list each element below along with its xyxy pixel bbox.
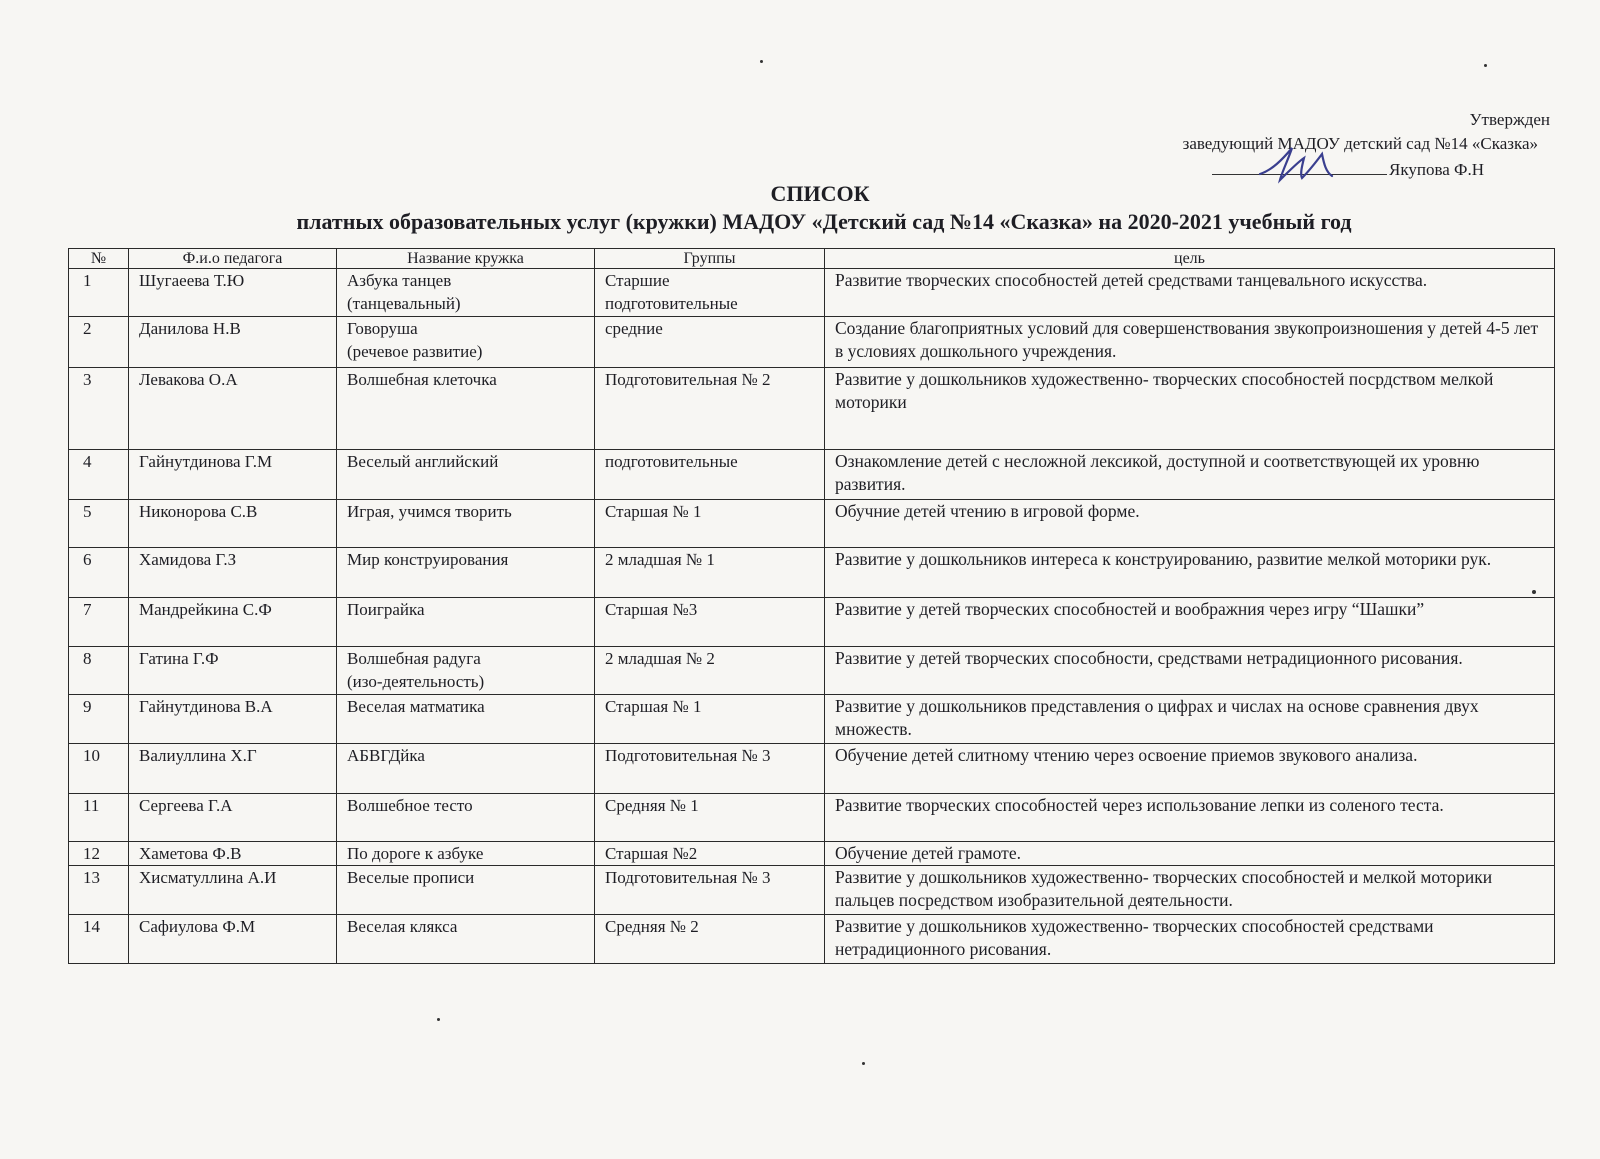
- cell-goal: Развитие у дошкольников художественно- творческих способностей средствами нетрадиционного рисования.: [825, 915, 1555, 964]
- scan-speck: [437, 1018, 440, 1021]
- cell-groups: 2 младшая № 2: [595, 647, 825, 695]
- cell-goal: Развитие у детей творческих способностей и воображния через игру “Шашки”: [825, 598, 1555, 647]
- cell-num: 5: [69, 500, 129, 548]
- approval-title: Утвержден: [1469, 110, 1550, 129]
- cell-groups: Старшая №3: [595, 598, 825, 647]
- header-goal: цель: [825, 249, 1555, 269]
- cell-teacher: Данилова Н.В: [129, 317, 337, 368]
- approval-block: [1080, 108, 1550, 182]
- cell-num: 4: [69, 450, 129, 500]
- cell-groups: Старшая № 1: [595, 500, 825, 548]
- header-groups: Группы: [595, 249, 825, 269]
- table-header-row: [69, 249, 1555, 269]
- cell-teacher: Хисматуллина А.И: [129, 866, 337, 915]
- title-line-1: СПИСОК: [770, 181, 870, 206]
- table-row: [69, 598, 1555, 647]
- table-body: [69, 269, 1555, 964]
- table-row: [69, 500, 1555, 548]
- table-row: [69, 368, 1555, 450]
- cell-teacher: Хаметова Ф.В: [129, 842, 337, 866]
- cell-goal: Обучение детей грамоте.: [825, 842, 1555, 866]
- cell-club: АБВГДйка: [337, 744, 595, 794]
- signature-field: [1212, 156, 1387, 175]
- approval-position: заведующий МАДОУ детский сад №14 «Сказка»: [1182, 134, 1538, 153]
- cell-groups: Старшая № 1: [595, 695, 825, 744]
- header-club: Название кружка: [337, 249, 595, 269]
- scan-speck: [1532, 590, 1536, 594]
- cell-groups: Старшие подготовительные: [595, 269, 825, 317]
- cell-club: Говоруша (речевое развитие): [337, 317, 595, 368]
- cell-teacher: Никонорова С.В: [129, 500, 337, 548]
- cell-teacher: Левакова О.А: [129, 368, 337, 450]
- cell-num: 7: [69, 598, 129, 647]
- cell-club: Волшебная клеточка: [337, 368, 595, 450]
- cell-club: Веселая матматика: [337, 695, 595, 744]
- cell-num: 10: [69, 744, 129, 794]
- table-row: [69, 647, 1555, 695]
- cell-num: 13: [69, 866, 129, 915]
- document-title: [0, 180, 1600, 236]
- cell-teacher: Валиуллина Х.Г: [129, 744, 337, 794]
- cell-groups: Подготовительная № 3: [595, 744, 825, 794]
- signer-name: Якупова Ф.Н: [1388, 160, 1484, 179]
- cell-groups: Подготовительная № 2: [595, 368, 825, 450]
- table-row: [69, 269, 1555, 317]
- cell-groups: 2 младшая № 1: [595, 548, 825, 598]
- scan-speck: [862, 1062, 865, 1065]
- approval-signature-line: [1080, 156, 1484, 182]
- cell-club: Поиграйка: [337, 598, 595, 647]
- cell-num: 2: [69, 317, 129, 368]
- cell-teacher: Гайнутдинова В.А: [129, 695, 337, 744]
- cell-num: 11: [69, 794, 129, 842]
- cell-num: 12: [69, 842, 129, 866]
- table-row: [69, 744, 1555, 794]
- cell-num: 6: [69, 548, 129, 598]
- table-row: [69, 548, 1555, 598]
- table-row: [69, 695, 1555, 744]
- table-row: [69, 317, 1555, 368]
- header-number: №: [69, 249, 129, 269]
- table-row: [69, 794, 1555, 842]
- cell-goal: Развитие у дошкольников художественно- творческих способностей посрдством мелкой моторики: [825, 368, 1555, 450]
- scan-speck: [760, 60, 763, 63]
- cell-goal: Развитие у дошкольников представления о цифрах и числах на основе сравнения двух множеств.: [825, 695, 1555, 744]
- cell-teacher: Сергеева Г.А: [129, 794, 337, 842]
- header-teacher: Ф.и.о педагога: [129, 249, 337, 269]
- title-line-2: платных образовательных услуг (кружки) МАДОУ «Детский сад №14 «Сказка» на 2020-2021 учебный год: [296, 209, 1352, 234]
- table-row: [69, 842, 1555, 866]
- cell-teacher: Шугаеева Т.Ю: [129, 269, 337, 317]
- cell-groups: средние: [595, 317, 825, 368]
- cell-club: Волшебная радуга (изо-деятельность): [337, 647, 595, 695]
- cell-num: 8: [69, 647, 129, 695]
- cell-club: Азбука танцев (танцевальный): [337, 269, 595, 317]
- cell-goal: Обучние детей чтению в игровой форме.: [825, 500, 1555, 548]
- cell-teacher: Мандрейкина С.Ф: [129, 598, 337, 647]
- cell-goal: Развитие у дошкольников интереса к конструированию, развитие мелкой моторики рук.: [825, 548, 1555, 598]
- cell-num: 1: [69, 269, 129, 317]
- cell-goal: Обучение детей слитному чтению через освоение приемов звукового анализа.: [825, 744, 1555, 794]
- cell-club: Веселая клякса: [337, 915, 595, 964]
- cell-teacher: Сафиулова Ф.М: [129, 915, 337, 964]
- cell-club: Мир конструирования: [337, 548, 595, 598]
- cell-groups: Подготовительная № 3: [595, 866, 825, 915]
- cell-groups: подготовительные: [595, 450, 825, 500]
- table-row: [69, 450, 1555, 500]
- cell-goal: Создание благоприятных условий для совершенствования звукопроизношения у детей 4-5 лет в условиях дошкольного учреждения.: [825, 317, 1555, 368]
- cell-groups: Средняя № 2: [595, 915, 825, 964]
- cell-num: 14: [69, 915, 129, 964]
- cell-teacher: Гатина Г.Ф: [129, 647, 337, 695]
- cell-groups: Средняя № 1: [595, 794, 825, 842]
- cell-goal: Развитие творческих способностей через использование лепки из соленого теста.: [825, 794, 1555, 842]
- cell-club: Веселые прописи: [337, 866, 595, 915]
- cell-club: Волшебное тесто: [337, 794, 595, 842]
- table-row: [69, 866, 1555, 915]
- cell-goal: Ознакомление детей с несложной лексикой, доступной и соответствующей их уровню развития.: [825, 450, 1555, 500]
- cell-goal: Развитие творческих способностей детей средствами танцевального искусства.: [825, 269, 1555, 317]
- table-row: [69, 915, 1555, 964]
- cell-club: По дороге к азбуке: [337, 842, 595, 866]
- cell-club: Играя, учимся творить: [337, 500, 595, 548]
- cell-teacher: Гайнутдинова Г.М: [129, 450, 337, 500]
- cell-club: Веселый английский: [337, 450, 595, 500]
- scan-speck: [1484, 64, 1487, 67]
- cell-goal: Развитие у детей творческих способности, средствами нетрадиционного рисования.: [825, 647, 1555, 695]
- cell-goal: Развитие у дошкольников художественно- творческих способностей и мелкой моторики пальцев посредством изобразительной деятельности.: [825, 866, 1555, 915]
- cell-num: 9: [69, 695, 129, 744]
- cell-teacher: Хамидова Г.З: [129, 548, 337, 598]
- services-table: [68, 248, 1555, 964]
- cell-num: 3: [69, 368, 129, 450]
- cell-groups: Старшая №2: [595, 842, 825, 866]
